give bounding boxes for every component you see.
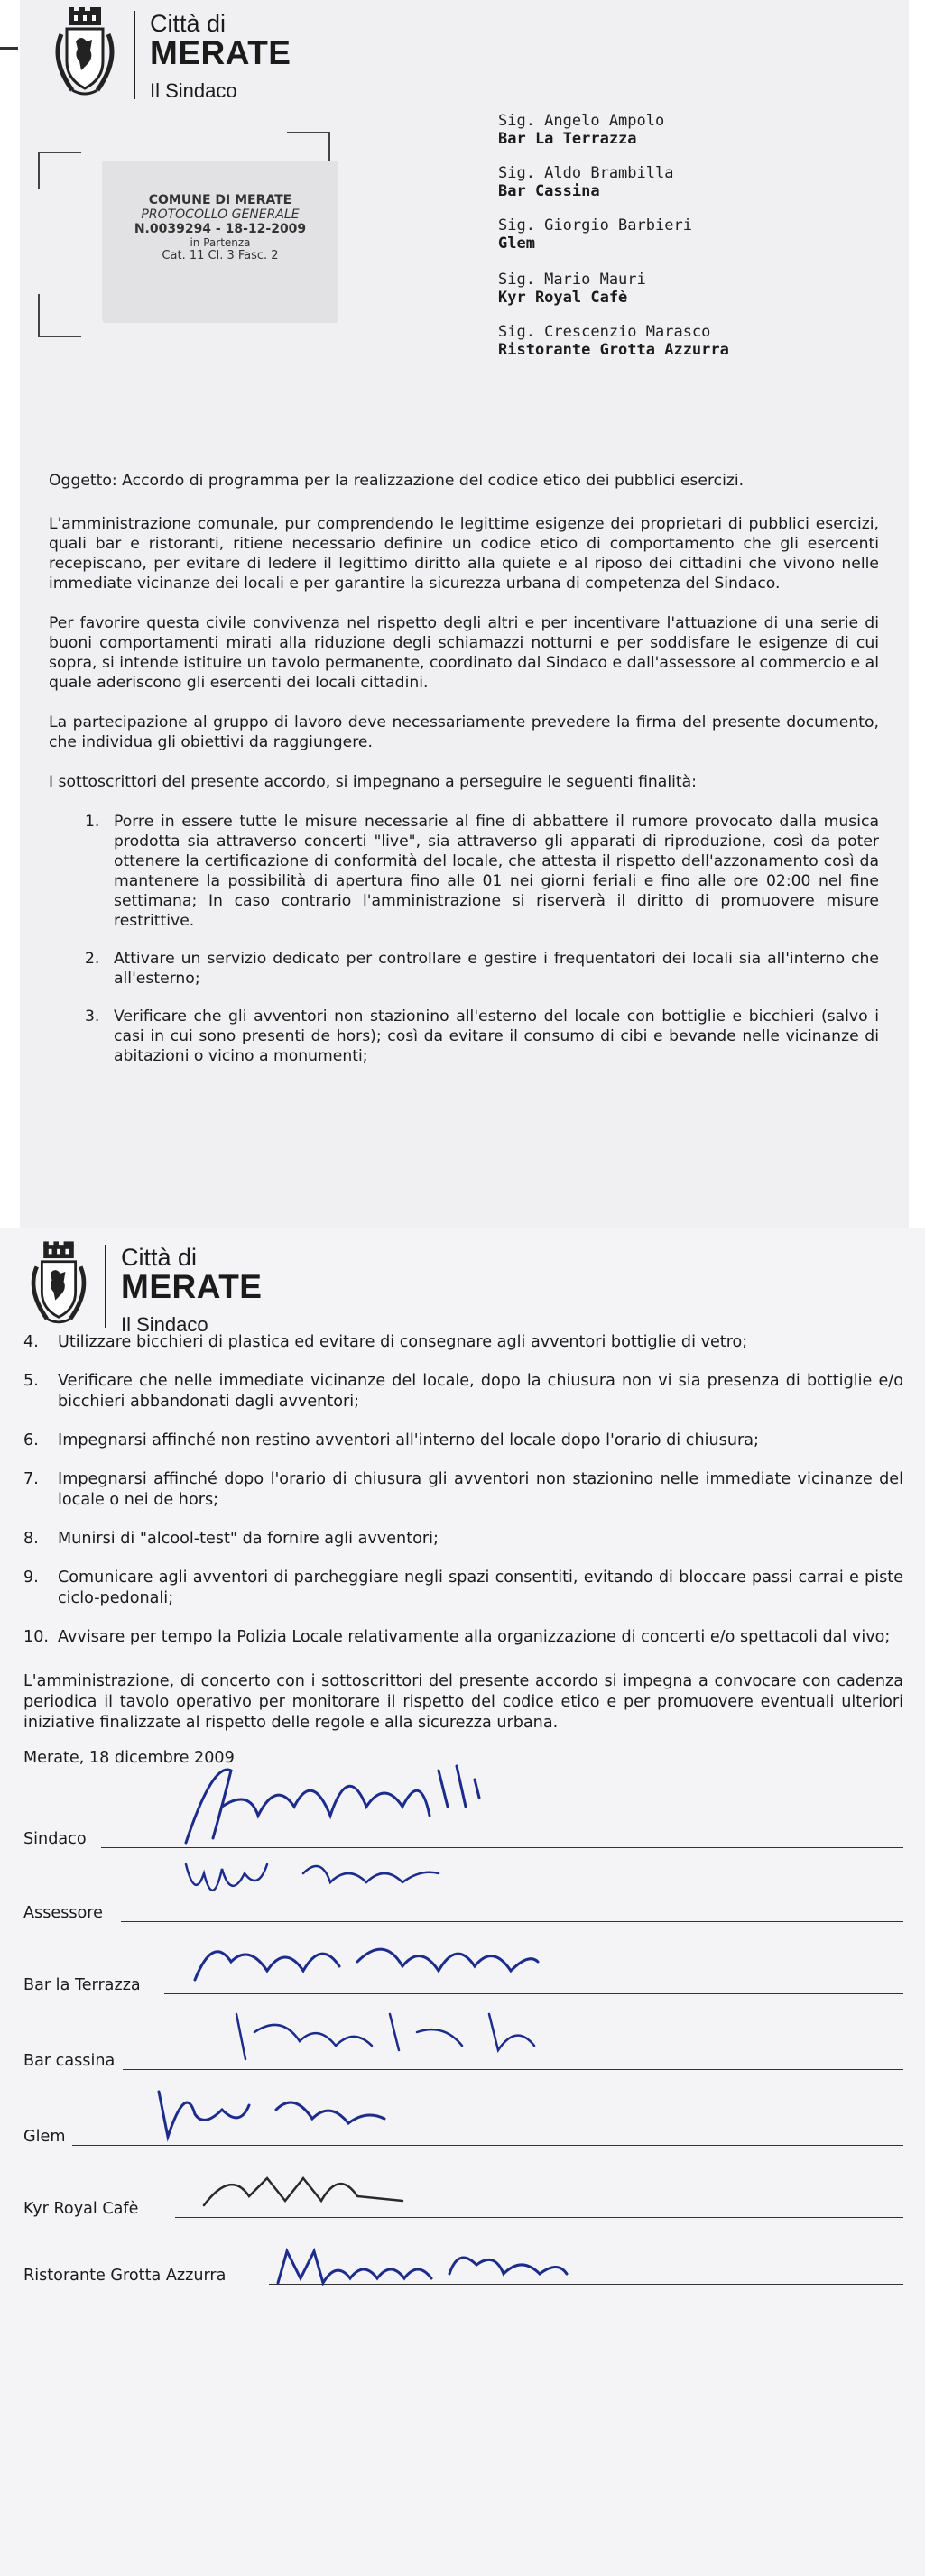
- signature-row: [23, 2153, 903, 2225]
- fold-mark: [0, 47, 18, 50]
- list-number: 7.: [23, 1470, 39, 1488]
- signature-row: [23, 1799, 903, 1855]
- place-date: Merate, 18 dicembre 2009: [23, 1749, 235, 1767]
- list-item: [23, 1431, 903, 1451]
- list-number: 2.: [85, 950, 100, 968]
- stamp-line: PROTOCOLLO GENERALE: [141, 207, 300, 222]
- signature-row: [23, 1855, 903, 1929]
- signatory-label: Kyr Royal Cafè: [23, 2200, 139, 2218]
- signature-row: [23, 2001, 903, 2077]
- stamp-line: N.0039294 - 18-12-2009: [134, 222, 307, 236]
- city-crest-icon: [45, 7, 125, 97]
- list-item: [23, 1371, 903, 1412]
- list-number: 8.: [23, 1530, 39, 1548]
- list-number: 6.: [23, 1431, 39, 1449]
- list-item: [23, 1568, 903, 1609]
- letterhead-divider: [105, 1245, 106, 1328]
- stamp-frame-corner: [38, 294, 81, 337]
- handwritten-signature-bar-la-terrazza: [177, 1926, 556, 1998]
- letterhead: [45, 7, 291, 103]
- recipient-name: Sig. Giorgio Barbieri: [498, 216, 692, 235]
- signature-row: [23, 1929, 903, 2001]
- stamp-frame-corner: [38, 152, 81, 189]
- body-paragraph: L'amministrazione comunale, pur comprendendo le legittime esigenze dei proprietari di pubblici esercizi, quali bar e ristoranti, ritiene necessario definire un codice etico di comportamento che gli esercenti recepiscano, per evitare di ledere il legittimo diritto alla quiete e al riposo dei cittadini che vivono nelle immediate vicinanze dei locali e per garantire la sicurezza urbana di competenza del Sindaco.: [49, 515, 879, 593]
- office-title: Il Sindaco: [150, 79, 237, 102]
- signature-line: [123, 2069, 903, 2070]
- list-text: Comunicare agli avventori di parcheggiare negli spazi consentiti, evitando di bloccare passi carrai e piste ciclo-pedonali;: [58, 1569, 903, 1607]
- city-name: MERATE: [150, 34, 291, 71]
- signature-line: [175, 2217, 903, 2218]
- stamp-line: in Partenza: [190, 236, 251, 249]
- signature-row: [23, 2225, 903, 2292]
- list-text: Impegnarsi affinché dopo l'orario di chiusura gli avventori non stazionino nelle immediate vicinanze del locale o nei de hors;: [58, 1470, 903, 1509]
- stamp-line: COMUNE DI MERATE: [148, 193, 292, 207]
- page-edge: [0, 0, 20, 1228]
- recipient-business: Ristorante Grotta Azzurra: [498, 341, 729, 359]
- recipient-list: [498, 112, 895, 375]
- handwritten-signature-glem: [141, 2074, 430, 2155]
- recipient: [498, 323, 895, 359]
- recipient: [498, 271, 895, 307]
- city-prefix: Città di: [121, 1244, 198, 1271]
- letterhead: [22, 1241, 262, 1337]
- list-item: [85, 1007, 879, 1066]
- subject-line: Oggetto: Accordo di programma per la realizzazione del codice etico dei pubblici esercizi.: [49, 472, 745, 490]
- closing-paragraph: L'amministrazione, di concerto con i sottoscrittori del presente accordo si impegna a convocare con cadenza periodica il tavolo operativo per monitorare il rispetto del codice etico e per promuovere eventuali ulteriori iniziative finalizzate al rispetto delle regole e alla sicurezza urbana.: [23, 1672, 903, 1732]
- recipient-business: Kyr Royal Cafè: [498, 289, 628, 307]
- list-item: [85, 949, 879, 989]
- list-text: Verificare che nelle immediate vicinanze del locale, dopo la chiusura non vi sia presenza di bottiglie e/o bicchieri abbandonati dagli avventori;: [58, 1372, 903, 1411]
- list-number: 5.: [23, 1372, 39, 1390]
- list-item: [23, 1627, 903, 1648]
- handwritten-signature-kyr-royal-cafe: [195, 2160, 412, 2214]
- list-text: Munirsi di "alcool-test" da fornire agli avventori;: [58, 1530, 439, 1548]
- recipient-name: Sig. Crescenzio Marasco: [498, 323, 711, 341]
- city-prefix: Città di: [150, 10, 227, 37]
- protocol-stamp: [102, 161, 338, 323]
- document-page-1: [0, 0, 925, 1228]
- signature-line: [121, 1921, 903, 1922]
- signature-block: [23, 1799, 903, 2292]
- recipient: [498, 216, 895, 253]
- list-item: [85, 812, 879, 931]
- list-number: 10.: [23, 1628, 49, 1646]
- recipient-business: Glem: [498, 235, 535, 253]
- signatory-label: Glem: [23, 2128, 66, 2146]
- office-title: Il Sindaco: [121, 1313, 208, 1336]
- document-page-2: [0, 1228, 925, 2576]
- city-name: MERATE: [121, 1268, 263, 1305]
- recipient-name: Sig. Aldo Brambilla: [498, 164, 674, 182]
- signatory-label: Bar cassina: [23, 2052, 116, 2070]
- stamp-line: Cat. 11 Cl. 3 Fasc. 2: [162, 249, 279, 262]
- handwritten-signature-mayor: [159, 1753, 502, 1861]
- recipient-name: Sig. Angelo Ampolo: [498, 112, 665, 130]
- list-number: 3.: [85, 1007, 100, 1026]
- handwritten-signature-grotta-azzurra: [269, 2238, 576, 2292]
- list-text: Porre in essere tutte le misure necessarie al fine di abbattere il rumore provocato dalla musica prodotta sia attraverso concerti "live", sia attraverso gli apparati di riproduzione, così da poter ottenere la certificazione di conformità del locale, che attesta il rispetto dell'azzonamento così da mantenere la possibilità di apertura fino alle 01 nei giorni feriali e fino alle ore 02:00 nel fine settimana; In caso contrario l'amministrazione si riserverà il diritto di promuovere misure restrittive.: [114, 813, 879, 930]
- recipient-business: Bar Cassina: [498, 182, 600, 200]
- body-paragraph: Per favorire questa civile convivenza nel rispetto degli altri e per incentivare l'attuazione di una serie di buoni comportamenti mirati alla riduzione degli schiamazzi notturni e per soddisfare le esigenze di cui sopra, si intende istituire un tavolo permanente, coordinato dal Sindaco e dall'assessore al commercio e al quale aderiscono gli esercenti dei locali cittadini.: [49, 614, 879, 692]
- letterhead-divider: [134, 11, 135, 99]
- signatory-label: Assessore: [23, 1904, 103, 1922]
- body-paragraph: La partecipazione al gruppo di lavoro deve necessariamente prevedere la firma del presente documento, che individua gli obiettivi da raggiungere.: [49, 713, 879, 751]
- list-text: Impegnarsi affinché non restino avventori all'interno del locale dopo l'orario di chiusura;: [58, 1431, 759, 1449]
- page-edge: [909, 0, 925, 1228]
- signatory-label: Ristorante Grotta Azzurra: [23, 2267, 227, 2285]
- list-number: 4.: [23, 1333, 39, 1351]
- list-item: [23, 1469, 903, 1511]
- recipient: [498, 164, 895, 200]
- letter-body-continued: [23, 1332, 903, 2292]
- list-item: [23, 1332, 903, 1353]
- signatory-label: Sindaco: [23, 1830, 87, 1848]
- handwritten-signature-assessore: [168, 1846, 457, 1918]
- list-text: Utilizzare bicchieri di plastica ed evitare di consegnare agli avventori bottiglie di vetro;: [58, 1333, 748, 1351]
- recipient: [498, 112, 895, 148]
- list-text: Verificare che gli avventori non stazionino all'esterno del locale con bottiglie e bicchieri (salvo i casi in cui sono presenti de hors); così da evitare il consumo di cibi e bevande nelle vicinanze di abitazioni o vicino a monumenti;: [114, 1007, 879, 1065]
- list-number: 9.: [23, 1569, 39, 1587]
- list-number: 1.: [85, 813, 100, 831]
- letter-body: [49, 471, 879, 1084]
- list-item: [23, 1529, 903, 1550]
- city-crest-icon: [22, 1241, 96, 1326]
- body-paragraph: I sottoscrittori del presente accordo, si impegnano a perseguire le seguenti finalità:: [49, 773, 697, 791]
- commitment-list: [85, 812, 879, 1066]
- signature-row: [23, 2077, 903, 2153]
- list-text: Avvisare per tempo la Polizia Locale relativamente alla organizzazione di concerti e/o spettacoli dal vivo;: [58, 1628, 891, 1646]
- recipient-business: Bar La Terrazza: [498, 130, 637, 148]
- signatory-label: Bar la Terrazza: [23, 1976, 141, 1994]
- recipient-name: Sig. Mario Mauri: [498, 271, 646, 289]
- list-text: Attivare un servizio dedicato per controllare e gestire i frequentatori dei locali sia all'interno che all'esterno;: [114, 950, 879, 988]
- handwritten-signature-bar-cassina: [227, 1996, 570, 2068]
